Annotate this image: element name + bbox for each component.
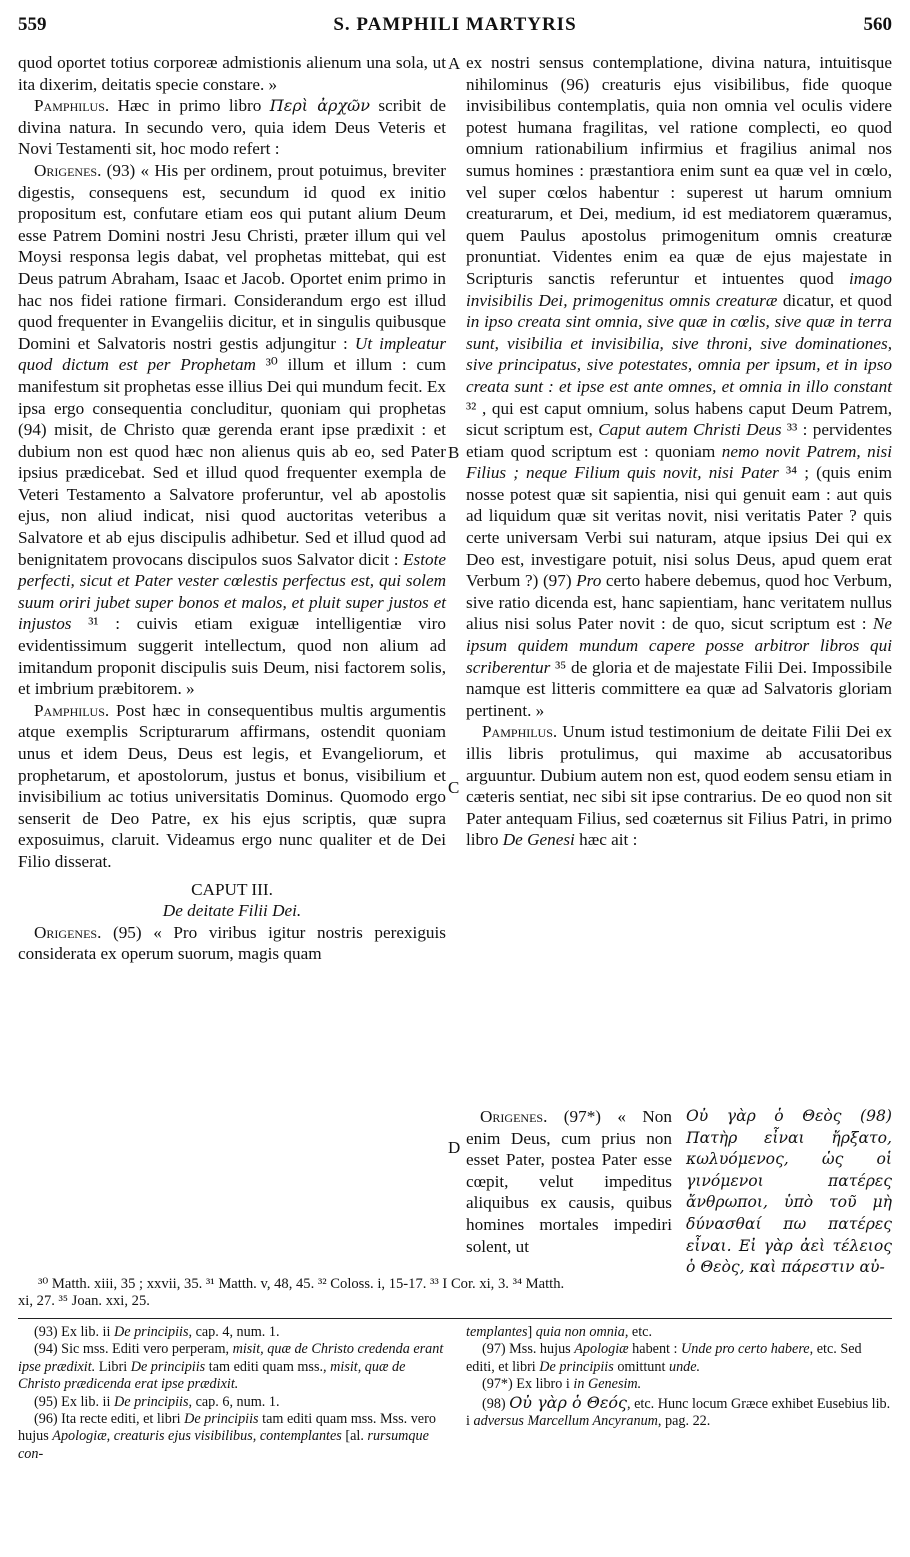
footnote-97: (97) Mss. hujus Apologiæ habent : Unde pro certo habere, etc. Sed editi, et libri De principiis omittunt unde. [466, 1341, 862, 1375]
right-paragraph-1: ex nostri sensus contemplatione, divina natura, intuitisque nihilominus (96) creaturis ejus visibilibus, fide quoque invisibilibus contemplatis, quia non omnia vel oculis videre potest humana fragilitas, vel ratione complecti, eo quod omnium rationabilium infirmius et fragilius animal nos sumus homines : præstantiora enim sunt ea quæ vel in cœlo, vel super cœlos habentur : superest ut harum omnium creaturarum, et Dei, medium, id est mediatorem quæramus, quem Paulus apostolus primogenitum omnis creaturæ pronuntiat. Videntes enim ea quæ de ejus majestate in Scripturis sanctis referuntur et intuentes quod imago invisibilis Dei, primogenitus omnis creaturæ dicatur, et quod in ipso creata sint omnia, sive quæ in cœlis, sive quæ in terra sunt, visibilia et invisibilia, sive throni, sive dominationes, sive principatus, sive potestates, omnia per ipsum, et in ipso creata sunt : et ipse est ante omnes, et omnia in illo constant ³² , qui est caput omnium, solus habens caput Deum Patrem, sicut scriptum est, Caput autem Christi Deus ³³ : pervidentes etiam quod scriptum est : quoniam nemo novit Patrem, nisi Filius ; neque Filium quis novit, nisi Pater ³⁴ ; (quis enim nosse potest quæ sit sapientia, nisi qui genuit eam : aut quis ad liquidum quæ sit veritas novit, nisi veritatis Pater ? quis certe universam Verbi sui naturam, atque ipsius Dei qui ex Deo est, investigare potuit, nisi solus Deus, apud quem erat Verbum ?) (97) Pro certo habere debemus, quod hoc Verbum, sive ratio dicenda est, hanc sapientiam, hanc veritatem nullus alius nisi solus Pater novit : de quo, sicut scriptum est : Ne ipsum quidem mundum capere posse arbitror libros qui scriberentur ³⁵ de gloria et de majestate Filii Dei. Impossibile namque est litteris committere ea quæ ad Salvatoris gloriam pertinent. » [466, 53, 893, 720]
left-paragraph-5: Origenes. (95) « Pro viribus igitur nostris perexiguis considerata ex operum suorum, magis quam [18, 922, 446, 964]
scripture-references: ³⁰ Matth. xiii, 35 ; xxvii, 35. ³¹ Matth. v, 48, 45. ³² Coloss. i, 15-17. ³³ I Cor. xi, 3. ³⁴ Matth. xi, 27. ³⁵ Joan. xxi, 25. [18, 1276, 565, 1310]
left-paragraph-3: Origenes. (93) « His per ordinem, prout potuimus, breviter digestis, consequens est, secundum id quod ex initio propositum est, confutare etiam eos qui putant alium Deum esse Patrem Domini nostri Jesu Christi, præter illum qui vel Moysi responsa legis dabat, vel prophetas mittebat, qui est Deus patrum Abraham, Isaac et Jacob. Oportet enim primo in hac nos fidei ratione firmari. Considerandum ergo est illud quod frequenter in Evangeliis dicitur, et in singulis quibusque Domini et Salvatoris nostri gestis adjungitur : Ut impleatur quod dictum est per Prophetam ³⁰ illum et illum : cum manifestum sit prophetas esse illius Dei qui mundum fecit. Ex ipsa ergo consequentia concluditur, quoniam qui prophetas (94) misit, de Christo quæ gerenda erant ipse prædixit : et dubium non est quod hæc non alienus quis ab eo, sed Pater ipsius prædicebat. Sed et illud quod frequenter exempla de Veteri Testamento a Salvatore proferuntur, vel ab apostolis ejus, non aliud indicat, nisi quod auctoritas veteribus a Salvatore et ab ejus discipulis adhibetur. Sed et illud quod ad benignitatem provocans discipulos suos Salvator dicit : Estote perfecti, sicut et Pater vester cœlestis perfectus est, qui solem suum oriri jubet super bonos et malos, et pluit super justos et injustos ³¹ : cuivis etiam exiguæ intelligentiæ viro evidentissimum suggerit intellectum, quod non alium ad imitandum proponit discipulis suis Deum, nisi factorem solis, et imbrium præbitorem. » [18, 160, 447, 699]
footnotes-right [466, 1324, 892, 1430]
margin-letter-c: C [448, 778, 460, 797]
left-paragraph-2: Pamphilus. Hæc in primo libro Περὶ ἀρχῶν scribit de divina natura. In secundo vero, quia idem Deus Veteris et Novi Testamenti sit, hoc modo refert : [18, 96, 446, 159]
footnotes-left [18, 1324, 446, 1463]
page-header [18, 14, 892, 44]
margin-letter-b: B [448, 443, 460, 462]
running-title: S. PAMPHILI MARTYRIS [333, 14, 577, 35]
page-number-left: 559 [18, 14, 47, 35]
footnote-94: (94) Sic mss. Editi vero perperam, misit, quæ de Christo credenda erant ipse prædixit. Libri De principiis tam editi quam mss., misit, quæ de Christo prædicenda erat ipse prædixit. [18, 1341, 444, 1393]
speaker-origenes: Origenes. [34, 160, 102, 180]
footnote-93: (93) Ex lib. ii De principiis, cap. 4, num. 1. [34, 1324, 280, 1340]
speaker-pamphilus: Pamphilus. [482, 722, 558, 742]
footnote-96-cont: templantes] quia non omnia, etc. [466, 1324, 653, 1340]
footnote-97-star: (97*) Ex libro i in Genesim. [482, 1376, 642, 1393]
footnote-rule [18, 1318, 892, 1319]
latin-subcolumn: Origenes. (97*) « Non enim Deus, cum prius non esset Pater, postea Pater esse cœpit, velut impeditus aliquibus ex causis, quibus homines mortales impediri solent, ut [466, 1107, 672, 1256]
margin-letter-d: D [448, 1138, 461, 1157]
left-paragraph-1: quod oportet totius corporeæ admistionis alienum una sola, ut ita dixerim, deitatis specie constare. » [18, 53, 446, 94]
speaker-origenes: Origenes. [34, 922, 102, 942]
chapter-subtitle: De deitate Filii Dei. [162, 901, 302, 921]
right-column [466, 52, 892, 851]
footnote-96: (96) Ita recte editi, et libri De principiis tam editi quam mss. Mss. vero hujus Apologiæ, creaturis ejus visibilibus, contemplantes [al. rursumque con- [18, 1411, 436, 1462]
left-column [18, 52, 446, 965]
margin-letter-a: A [448, 54, 461, 73]
speaker-origenes: Origenes. [480, 1107, 548, 1126]
greek-title: Περὶ ἀρχῶν [269, 96, 370, 116]
footnote-95: (95) Ex lib. ii De principiis, cap. 6, num. 1. [34, 1393, 280, 1410]
speaker-pamphilus: Pamphilus. [34, 96, 110, 116]
greek-subcolumn: Οὐ γὰρ ὁ Θεὸς (98) Πατὴρ εἶναι ἤρξατο, κωλυόμενος, ὡς οἱ γινόμενοι πατέρες ἄνθρωποι, ὑπὸ τοῦ μὴ δύνασθαί πω πατέρες εἶναι. Εἰ γὰρ ἀεὶ τέλειος ὁ Θεὸς, καὶ πάρεστιν αὐ- [686, 1107, 892, 1277]
footnote-98: (98) Οὐ γὰρ ὁ Θεός, etc. Hunc locum Græce exhibet Eusebius lib. i adversus Marcellum Ancyranum, pag. 22. [466, 1392, 891, 1430]
right-paragraph-2: Pamphilus. Unum istud testimonium de deitate Filii Dei ex illis libris protulimus, qui maxime ab accusatoribus arguuntur. Dubium autem non est, quod eodem sensu etiam in cæteris sentiat, nec sibi sit ipse contrarius. De eo quod non sit Pater antequam Filius, sed coæternus sit Filius Patri, in primo libro De Genesi hæc ait : [466, 722, 892, 850]
speaker-pamphilus: Pamphilus. [34, 700, 110, 720]
left-paragraph-4: Pamphilus. Post hæc in consequentibus multis argumentis atque exemplis Scripturarum affirmans, ostendit quoniam unus et idem Deus, Deus est legis, et Evangeliorum, et prophetarum, et apostolorum, justus et bonus, visibilium et invisibilium ac totius universitatis Dominus. Quomodo ergo senserit de Deo Patre, ex his ejus scriptis, quæ supra exposuimus, claruit. Videamus ergo nunc qualiter et de Dei Filio disserat. [18, 700, 446, 871]
chapter-heading: CAPUT III. [191, 879, 273, 899]
page-number-right: 560 [863, 14, 892, 35]
